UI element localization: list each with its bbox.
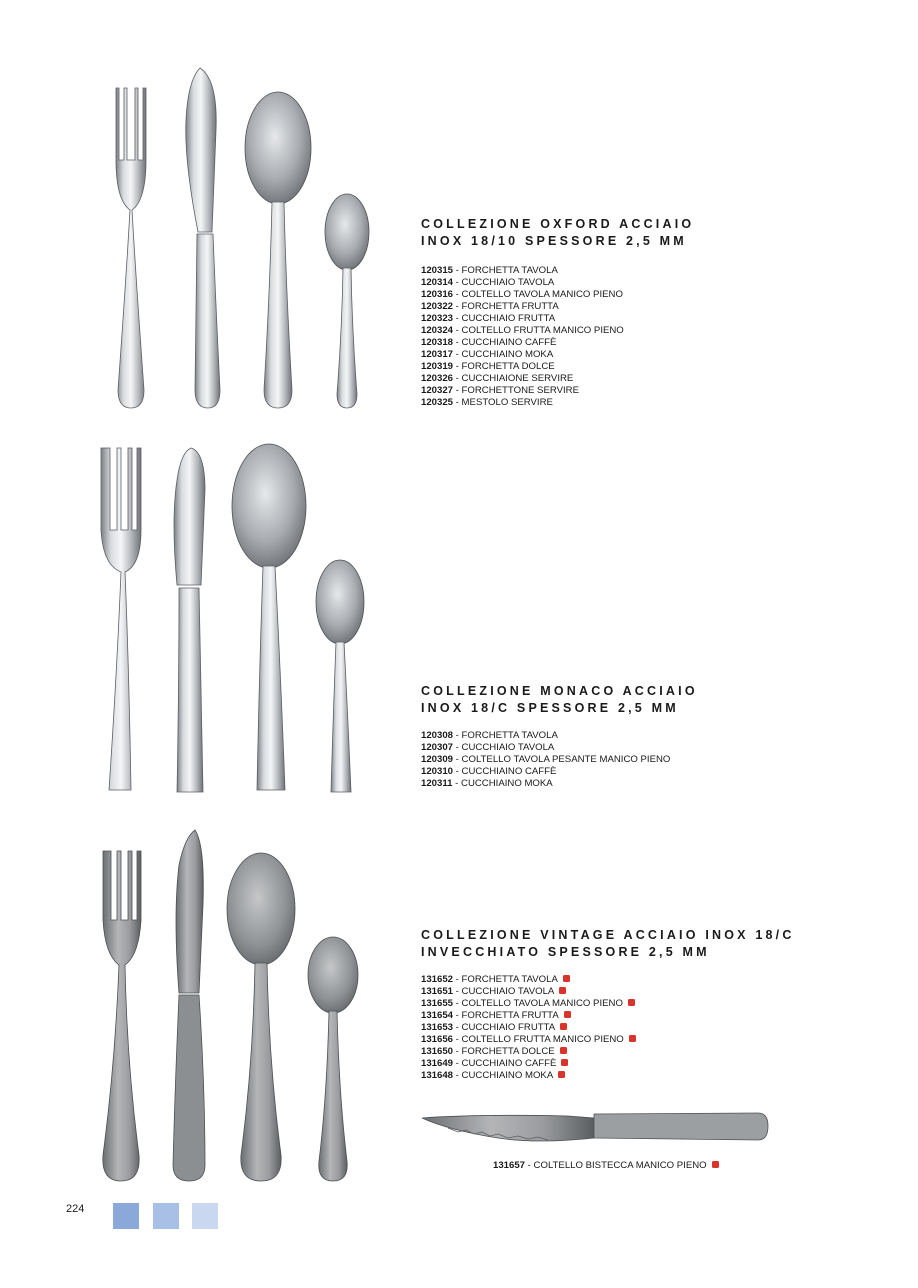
monaco-title	[421, 683, 698, 717]
red-dot-icon	[628, 999, 635, 1006]
monaco-item-list	[421, 730, 670, 790]
title-line: INVECCHIATO SPESSORE 2,5 MM	[421, 945, 710, 959]
title-line: COLLEZIONE MONACO ACCIAIO	[421, 684, 698, 698]
oxford-cutlery-photo	[100, 60, 380, 412]
list-item: 120325 - MESTOLO SERVIRE	[421, 397, 553, 408]
red-dot-icon	[629, 1035, 636, 1042]
list-item: 120310 - CUCCHIAINO CAFFÈ	[421, 766, 557, 777]
red-dot-icon	[712, 1161, 719, 1168]
list-item: 131652 - FORCHETTA TAVOLA	[421, 974, 636, 986]
oxford-item-list	[421, 265, 624, 409]
fork-icon	[116, 88, 146, 408]
list-item: 120307 - CUCCHIAIO TAVOLA	[421, 742, 555, 753]
teaspoon-icon	[316, 560, 364, 792]
list-item: 131653 - CUCCHIAIO FRUTTA	[421, 1022, 636, 1034]
list-item: 120319 - FORCHETTA DOLCE	[421, 361, 555, 372]
list-item: 120314 - CUCCHIAIO TAVOLA	[421, 277, 555, 288]
knife-icon	[174, 448, 205, 792]
list-item: 131651 - CUCCHIAIO TAVOLA	[421, 986, 636, 998]
steak-knife-caption: 131657 - COLTELLO BISTECCA MANICO PIENO	[493, 1160, 719, 1172]
list-item: 131650 - FORCHETTA DOLCE	[421, 1046, 636, 1058]
red-dot-icon	[563, 975, 570, 982]
red-dot-icon	[560, 1023, 567, 1030]
red-dot-icon	[564, 1011, 571, 1018]
oxford-title	[421, 216, 694, 250]
monaco-cutlery-photo	[95, 440, 385, 798]
fork-icon	[101, 448, 141, 790]
red-dot-icon	[561, 1059, 568, 1066]
list-item: 120317 - CUCCHIAINO MOKA	[421, 349, 554, 360]
list-item: 120322 - FORCHETTA FRUTTA	[421, 301, 559, 312]
steak-knife-icon	[422, 1113, 768, 1141]
vintage-cutlery-photo	[95, 825, 375, 1185]
spoon-icon	[245, 92, 311, 408]
list-item: 120309 - COLTELLO TAVOLA PESANTE MANICO PIENO	[421, 754, 671, 765]
teaspoon-icon	[325, 194, 369, 408]
red-dot-icon	[558, 1071, 565, 1078]
knife-icon	[186, 68, 220, 408]
list-item: 120323 - CUCCHIAIO FRUTTA	[421, 313, 556, 324]
steak-knife-photo	[418, 1108, 770, 1152]
title-line: INOX 18/10 SPESSORE 2,5 MM	[421, 234, 687, 248]
list-item: 131649 - CUCCHIAINO CAFFÈ	[421, 1058, 636, 1070]
list-item: 120311 - CUCCHIAINO MOKA	[421, 778, 553, 789]
list-item: 120308 - FORCHETTA TAVOLA	[421, 730, 558, 741]
title-line: COLLEZIONE OXFORD ACCIAIO	[421, 217, 695, 231]
page-number: 224	[66, 1203, 85, 1215]
vintage-title	[421, 927, 795, 961]
list-item: 120327 - FORCHETTONE SERVIRE	[421, 385, 579, 396]
list-item: 131654 - FORCHETTA FRUTTA	[421, 1010, 636, 1022]
fork-icon	[103, 851, 141, 1181]
decor-square	[113, 1203, 139, 1229]
title-line: INOX 18/C SPESSORE 2,5 MM	[421, 701, 679, 715]
spoon-icon	[232, 444, 306, 790]
list-item: 120316 - COLTELLO TAVOLA MANICO PIENO	[421, 289, 623, 300]
list-item: 120318 - CUCCHIAINO CAFFÈ	[421, 337, 557, 348]
decor-square	[192, 1203, 218, 1229]
spoon-icon	[227, 853, 295, 1181]
decor-square	[153, 1203, 179, 1229]
red-dot-icon	[559, 987, 566, 994]
list-item: 131648 - CUCCHIAINO MOKA	[421, 1070, 636, 1082]
list-item: 120315 - FORCHETTA TAVOLA	[421, 265, 558, 276]
list-item: 120326 - CUCCHIAIONE SERVIRE	[421, 373, 574, 384]
teaspoon-icon	[308, 937, 358, 1181]
list-item: 120324 - COLTELLO FRUTTA MANICO PIENO	[421, 325, 624, 336]
list-item: 131656 - COLTELLO FRUTTA MANICO PIENO	[421, 1034, 636, 1046]
red-dot-icon	[560, 1047, 567, 1054]
knife-icon	[173, 830, 205, 1181]
list-item: 131655 - COLTELLO TAVOLA MANICO PIENO	[421, 998, 636, 1010]
title-line: COLLEZIONE VINTAGE ACCIAIO INOX 18/C	[421, 928, 795, 942]
vintage-item-list	[421, 974, 636, 1082]
